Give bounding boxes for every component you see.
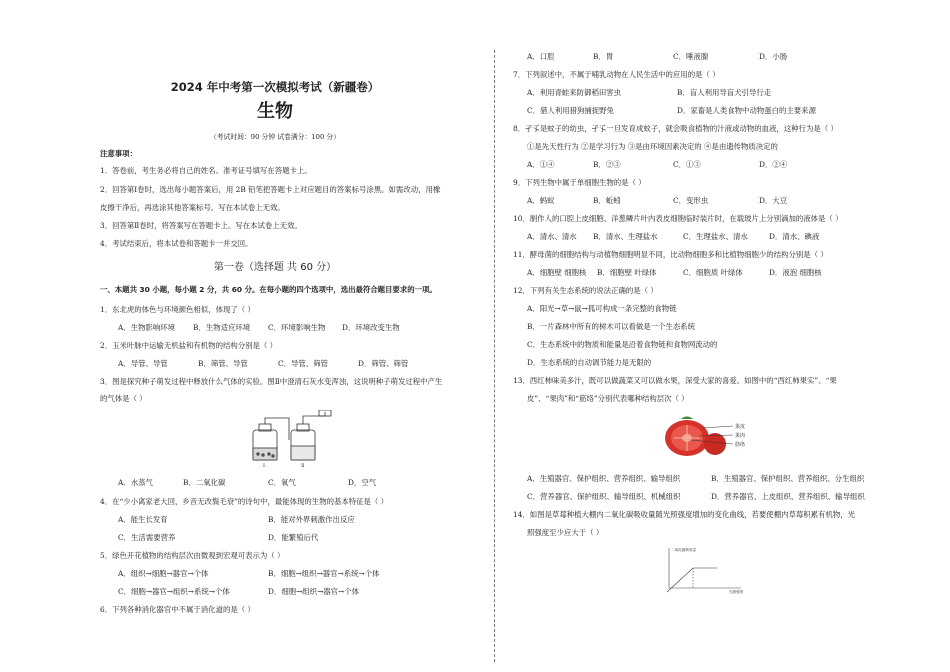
option: D．小肠 [759,52,788,61]
question-stem: 13．西红柿味美多汁，既可以做蔬菜又可以做水果，深受大家的喜爱。如图中的“西红柿果实”、“果 [513,376,837,385]
option: A．导管、导管 [118,359,168,368]
notice-item: 皮擦干净后，再选涂其他答案标号。写在本试卷上无效。 [100,203,285,212]
option: C．唾液腺 [673,52,709,61]
graph-axis-label: 光照强度 [729,590,744,594]
question-stem: 8．孑孓是蚊子的幼虫，孑孓一旦发育成蚊子，就会吸食植物的汁液或动物的血液，这种行为是（ ） [513,124,838,133]
question-stem: 2．玉米叶脉中运输无机盐和有机物的结构分别是（ ） [100,341,278,350]
option: B．②③ [593,160,621,169]
option: B．细胞壁 叶绿体 [597,268,657,277]
option: D．清水、碘液 [769,232,820,241]
question-stem: 5．绿色开花植物的结构层次由微观到宏观可表示为（ ） [100,551,285,560]
question-stem: 6．下列各种消化器官中不属于消化道的是（ ） [100,605,255,614]
question-stem: 11．酵母菌的细胞结构与动植物细胞明显不同，比动物细胞多和比植物细胞少的结构分别是（ ） [513,250,828,259]
option: B．能对外界刺激作出反应 [268,515,355,524]
option: C．生理盐水、清水 [683,232,748,241]
option: A．利用青蛙来防御稻田害虫 [527,88,622,97]
option: D．营养器官、上皮组织、营养组织、输导组织 [711,492,865,501]
question-stem: 12．下列有关生态系统的说法正确的是（ ） [513,286,658,295]
option: C．变形虫 [673,196,709,205]
option: D．环境改变生物 [342,323,400,332]
question-stem: 3．图是探究种子萌发过程中释放什么气体的实验。图Ⅱ中澄清石灰水变浑浊，这说明种子萌发过程中产生 [100,377,443,386]
question-stem: 1．东北虎的体色与环境颜色相似，体现了（ ） [100,305,255,314]
option: A．能生长发育 [118,515,168,524]
notice-heading: 注意事项： [100,149,137,158]
option: D．筛管、筛管 [358,359,409,368]
option: A．清水、清水 [527,232,577,241]
option: D．细胞→组织→器官→个体 [268,587,360,596]
option: A．①④ [527,160,555,169]
question-stem: 照强度至少应大于（ ） [527,528,604,537]
option: C．生态系统中的物质和能量是沿着食物链和食物网流动的 [527,340,718,349]
option: C．①③ [673,160,701,169]
seed-experiment-figure [245,410,335,468]
question-stem: 9．下列生物中属于单细胞生物的是（ ） [513,178,646,187]
tomato-figure [657,408,757,466]
notice-item: 4．考试结束后，将本试卷和答题卡一并交回。 [100,239,253,248]
option: B．一片森林中所有的树木可以看做是一个生态系统 [527,322,696,331]
option: D．②④ [759,160,788,169]
notice-item: 1．答卷前，考生务必将自己的姓名、准考证号填写在答题卡上。 [100,166,312,175]
question-stem: 10．制作人的口腔上皮细胞、洋葱鳞片叶内表皮细胞临时装片时，在载玻片上分别滴加的液体是（ ） [513,214,843,223]
option: C．生活需要营养 [118,533,176,542]
notice-item: 2．回答第Ⅰ卷时，选出每小题答案后，用 2B 铅笔把答题卡上对应题目的答案标号涂黑。如需改动，用橡 [100,185,441,194]
option: D．大豆 [759,196,788,205]
option: B．细胞→组织→器官→系统→个体 [268,569,380,578]
question-stem: 14．如图是草莓种植大棚内二氧化碳吸收量随光照强度增加的变化曲线，若要使棚内草莓积累有机物，光 [513,510,855,519]
option: A．蚂蚁 [527,196,555,205]
figure-label: 果皮 [735,424,746,430]
option: A．生物影响环境 [118,323,176,332]
option: B．胃 [593,52,614,61]
column-divider [494,50,495,662]
option: D．家畜是人类食物中动物蛋白的主要来源 [677,106,816,115]
exam-title: 2024 年中考第一次模拟考试（新疆卷） [170,80,380,94]
question-stem: 皮”、“果肉”和“筋络”分别代表哪种结构层次（ ） [527,394,689,403]
option: B．二氧化碳 [183,478,226,487]
option: C．环境影响生物 [268,323,326,332]
figure-label: 果肉 [735,433,746,439]
question-stem: 4．在“少小离家老大回，乡音无改鬓毛衰”的诗句中，最能体现的生物的基本特征是（ ） [100,497,389,506]
option: B．盲人利用导盲犬引导行走 [677,88,772,97]
option: A．水蒸气 [118,478,153,487]
option: A．阳光→草→鼠→狐可构成一条完整的食物链 [527,304,677,313]
option: A．细胞壁 细胞核 [527,268,587,277]
question-substem: ①是先天性行为 ②是学习行为 ③是由环境因素决定的 ④是由遗传物质决定的 [527,142,778,151]
co2-light-graph [653,544,753,594]
option: C．细胞质 叶绿体 [683,268,743,277]
subject-title: 生物 [257,101,293,122]
option: B．筛管、导管 [198,359,248,368]
option: B．生物适应环境 [193,323,251,332]
figure-label: Ⅱ [301,463,305,468]
option: A．生殖器官、保护组织、营养组织、输导组织 [527,474,681,483]
exam-info: （考试时间：90 分钟 试卷满分：100 分） [209,133,341,141]
option: C．导管、筛管 [278,359,328,368]
option: D．生态系统的自动调节能力是无限的 [527,358,652,367]
option: D．空气 [348,478,377,487]
section-instruction: 一、本题共 30 小题，每小题 2 分，共 60 分。在每小题的四个选项中，选出最符合题目要求的一项。 [100,285,437,294]
option: D．液泡 细胞核 [769,268,822,277]
option: A．口腔 [527,52,555,61]
option: C．营养器官、保护组织、输导组织、机械组织 [527,492,681,501]
option: B．蚯蚓 [593,196,621,205]
option: B．生殖器官、保护组织、营养组织、分生组织 [711,474,865,483]
graph-axis-label: 二氧化碳吸收量 [671,548,697,552]
section-title: 第一卷（选择题 共 60 分） [213,262,337,273]
option: C．细胞→器官→组织→系统→个体 [118,587,230,596]
question-stem: 7．下列叙述中，不属于哺乳动物在人民生活中的应用的是（ ） [513,70,720,79]
option: D．能繁殖后代 [268,533,319,542]
question-stem: 的气体是（ ） [100,394,147,403]
option: C．猎人利用猎狗捕捉野兔 [527,106,614,115]
figure-label: 筋络 [735,442,746,448]
notice-item: 3．回答第Ⅱ卷时，将答案写在答题卡上。写在本试卷上无效。 [100,221,302,230]
option: B．清水、生理盐水 [593,232,658,241]
option: C．氧气 [268,478,296,487]
figure-label: Ⅰ [263,463,265,468]
option: A．组织→细胞→器官→个体 [118,569,209,578]
